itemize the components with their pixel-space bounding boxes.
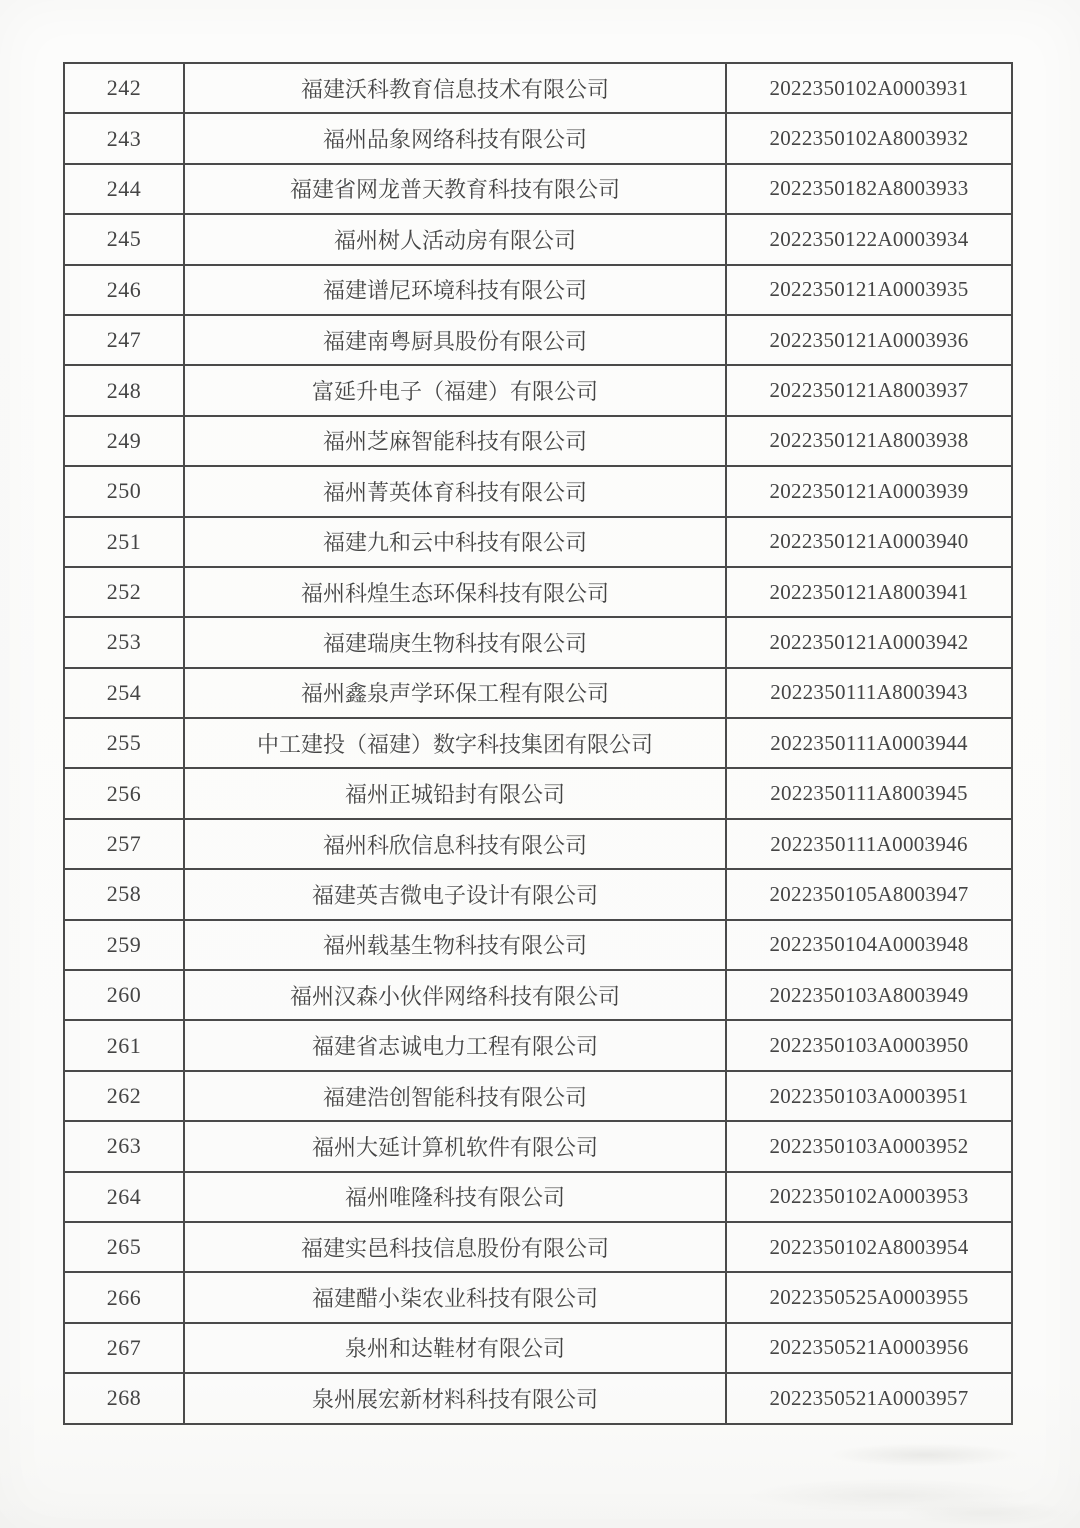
company-code-cell: 2022350121A0003936 <box>726 315 1012 365</box>
company-name-cell: 福州树人活动房有限公司 <box>184 214 726 264</box>
company-name-cell: 福州正城铅封有限公司 <box>184 768 726 818</box>
company-name-cell: 福州唯隆科技有限公司 <box>184 1172 726 1222</box>
table-row <box>64 265 1012 315</box>
table-row <box>64 970 1012 1020</box>
company-name-cell: 福州芝麻智能科技有限公司 <box>184 416 726 466</box>
table-row <box>64 1323 1012 1373</box>
company-code-cell: 2022350103A8003949 <box>726 970 1012 1020</box>
row-number-cell: 256 <box>64 768 184 818</box>
table-row <box>64 63 1012 113</box>
company-code-cell: 2022350102A8003954 <box>726 1222 1012 1272</box>
company-code-cell: 2022350121A0003935 <box>726 265 1012 315</box>
company-code-cell: 2022350111A8003945 <box>726 768 1012 818</box>
company-name-cell: 福建醋小柒农业科技有限公司 <box>184 1272 726 1322</box>
row-number-cell: 260 <box>64 970 184 1020</box>
company-name-cell: 泉州展宏新材料科技有限公司 <box>184 1373 726 1423</box>
company-code-cell: 2022350102A8003932 <box>726 113 1012 163</box>
row-number-cell: 250 <box>64 466 184 516</box>
row-number-cell: 262 <box>64 1071 184 1121</box>
table-row <box>64 668 1012 718</box>
table-row <box>64 214 1012 264</box>
company-name-cell: 福建沃科教育信息技术有限公司 <box>184 63 726 113</box>
company-code-cell: 2022350121A0003940 <box>726 517 1012 567</box>
company-table <box>63 62 1013 1425</box>
scan-smudge <box>830 1443 1020 1467</box>
scan-smudge <box>900 1500 1070 1526</box>
company-name-cell: 福建瑞庚生物科技有限公司 <box>184 617 726 667</box>
table-row <box>64 113 1012 163</box>
row-number-cell: 247 <box>64 315 184 365</box>
table-row <box>64 869 1012 919</box>
company-name-cell: 福建浩创智能科技有限公司 <box>184 1071 726 1121</box>
row-number-cell: 263 <box>64 1121 184 1171</box>
row-number-cell: 244 <box>64 164 184 214</box>
company-code-cell: 2022350104A0003948 <box>726 920 1012 970</box>
table-row <box>64 1272 1012 1322</box>
company-name-cell: 福州科欣信息科技有限公司 <box>184 819 726 869</box>
company-name-cell: 福州载基生物科技有限公司 <box>184 920 726 970</box>
table-row <box>64 164 1012 214</box>
company-code-cell: 2022350105A8003947 <box>726 869 1012 919</box>
table-row <box>64 416 1012 466</box>
row-number-cell: 264 <box>64 1172 184 1222</box>
table-row <box>64 1020 1012 1070</box>
table-row <box>64 819 1012 869</box>
company-code-cell: 2022350103A0003950 <box>726 1020 1012 1070</box>
company-name-cell: 福建南粤厨具股份有限公司 <box>184 315 726 365</box>
company-code-cell: 2022350111A0003946 <box>726 819 1012 869</box>
company-table-body <box>64 63 1012 1424</box>
company-name-cell: 福建省志诚电力工程有限公司 <box>184 1020 726 1070</box>
company-code-cell: 2022350111A8003943 <box>726 668 1012 718</box>
row-number-cell: 267 <box>64 1323 184 1373</box>
company-code-cell: 2022350122A0003934 <box>726 214 1012 264</box>
company-name-cell: 福建九和云中科技有限公司 <box>184 517 726 567</box>
company-code-cell: 2022350102A0003953 <box>726 1172 1012 1222</box>
table-row <box>64 920 1012 970</box>
table-row <box>64 466 1012 516</box>
row-number-cell: 258 <box>64 869 184 919</box>
table-row <box>64 1071 1012 1121</box>
row-number-cell: 261 <box>64 1020 184 1070</box>
company-name-cell: 福建省网龙普天教育科技有限公司 <box>184 164 726 214</box>
company-code-cell: 2022350121A0003939 <box>726 466 1012 516</box>
row-number-cell: 253 <box>64 617 184 667</box>
row-number-cell: 257 <box>64 819 184 869</box>
row-number-cell: 255 <box>64 718 184 768</box>
company-code-cell: 2022350121A8003937 <box>726 365 1012 415</box>
company-code-cell: 2022350102A0003931 <box>726 63 1012 113</box>
table-row <box>64 768 1012 818</box>
row-number-cell: 245 <box>64 214 184 264</box>
company-name-cell: 福州汉森小伙伴网络科技有限公司 <box>184 970 726 1020</box>
company-name-cell: 泉州和达鞋材有限公司 <box>184 1323 726 1373</box>
row-number-cell: 248 <box>64 365 184 415</box>
row-number-cell: 243 <box>64 113 184 163</box>
company-code-cell: 2022350121A0003942 <box>726 617 1012 667</box>
company-name-cell: 富延升电子（福建）有限公司 <box>184 365 726 415</box>
table-row <box>64 1373 1012 1423</box>
company-code-cell: 2022350121A8003938 <box>726 416 1012 466</box>
company-code-cell: 2022350182A8003933 <box>726 164 1012 214</box>
row-number-cell: 266 <box>64 1272 184 1322</box>
table-row <box>64 1222 1012 1272</box>
row-number-cell: 268 <box>64 1373 184 1423</box>
table-row <box>64 517 1012 567</box>
company-name-cell: 福建实邑科技信息股份有限公司 <box>184 1222 726 1272</box>
row-number-cell: 246 <box>64 265 184 315</box>
row-number-cell: 252 <box>64 567 184 617</box>
row-number-cell: 251 <box>64 517 184 567</box>
table-row <box>64 1172 1012 1222</box>
row-number-cell: 249 <box>64 416 184 466</box>
company-name-cell: 福建英吉微电子设计有限公司 <box>184 869 726 919</box>
row-number-cell: 259 <box>64 920 184 970</box>
company-name-cell: 福州科煌生态环保科技有限公司 <box>184 567 726 617</box>
table-row <box>64 1121 1012 1171</box>
row-number-cell: 242 <box>64 63 184 113</box>
company-name-cell: 福州大延计算机软件有限公司 <box>184 1121 726 1171</box>
company-name-cell: 中工建投（福建）数字科技集团有限公司 <box>184 718 726 768</box>
company-code-cell: 2022350121A8003941 <box>726 567 1012 617</box>
company-name-cell: 福州鑫泉声学环保工程有限公司 <box>184 668 726 718</box>
company-name-cell: 福建谱尼环境科技有限公司 <box>184 265 726 315</box>
row-number-cell: 265 <box>64 1222 184 1272</box>
table-row <box>64 315 1012 365</box>
table-row <box>64 718 1012 768</box>
row-number-cell: 254 <box>64 668 184 718</box>
company-code-cell: 2022350103A0003951 <box>726 1071 1012 1121</box>
scan-smudge <box>750 1478 1030 1512</box>
company-code-cell: 2022350525A0003955 <box>726 1272 1012 1322</box>
company-name-cell: 福州菁英体育科技有限公司 <box>184 466 726 516</box>
table-row <box>64 365 1012 415</box>
table-row <box>64 567 1012 617</box>
table-row <box>64 617 1012 667</box>
company-name-cell: 福州品象网络科技有限公司 <box>184 113 726 163</box>
company-code-cell: 2022350521A0003957 <box>726 1373 1012 1423</box>
company-code-cell: 2022350103A0003952 <box>726 1121 1012 1171</box>
company-code-cell: 2022350521A0003956 <box>726 1323 1012 1373</box>
company-code-cell: 2022350111A0003944 <box>726 718 1012 768</box>
